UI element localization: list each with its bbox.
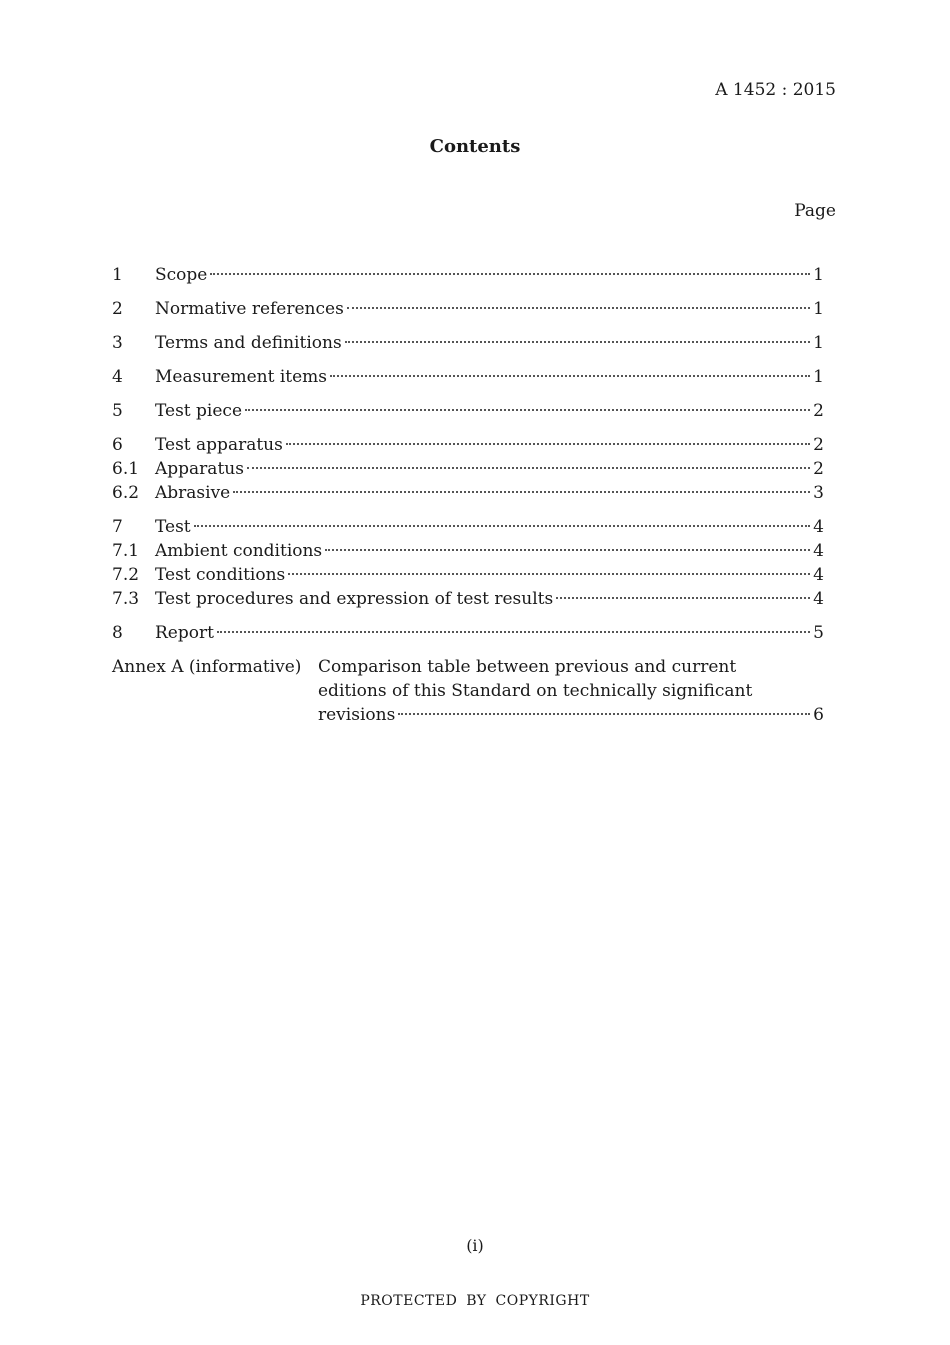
toc-entry-title: Report bbox=[155, 623, 214, 643]
dot-leader bbox=[233, 491, 810, 493]
toc-entry-number: 7.1 bbox=[112, 541, 140, 561]
toc-entry-number: 5 bbox=[112, 401, 123, 421]
toc-entry-page: 5 bbox=[813, 623, 824, 643]
toc-entry-title: Test procedures and expression of test results bbox=[155, 589, 554, 609]
toc-entry[interactable] bbox=[112, 481, 824, 505]
dot-leader bbox=[194, 525, 811, 527]
toc-entry-title: Normative references bbox=[155, 299, 344, 319]
annex-label: Annex A (informative) bbox=[112, 657, 302, 677]
page-number: (i) bbox=[466, 1236, 484, 1255]
toc-entry-page: 2 bbox=[813, 401, 824, 421]
table-of-contents bbox=[112, 263, 824, 727]
dot-leader bbox=[245, 409, 810, 411]
toc-entry[interactable] bbox=[112, 331, 824, 355]
toc-entry-number: 7 bbox=[112, 517, 123, 537]
toc-entry-title: Test bbox=[155, 517, 191, 537]
toc-entry-number: 4 bbox=[112, 367, 123, 387]
toc-entry-title: Scope bbox=[155, 265, 208, 285]
toc-entry-number: 6.2 bbox=[112, 483, 140, 503]
toc-entry-title: Abrasive bbox=[155, 483, 231, 503]
toc-entry-number: 8 bbox=[112, 623, 123, 643]
toc-entry-page: 4 bbox=[813, 541, 824, 561]
annex-page-number: 6 bbox=[813, 705, 824, 725]
annex-title-line: editions of this Standard on technically significant bbox=[318, 681, 753, 701]
annex-title-line: Comparison table between previous and current bbox=[318, 657, 737, 677]
toc-entry-title: Ambient conditions bbox=[155, 541, 323, 561]
toc-entry[interactable] bbox=[112, 457, 824, 481]
toc-entry[interactable] bbox=[112, 539, 824, 563]
page-title: Contents bbox=[429, 136, 521, 157]
toc-entry-page: 4 bbox=[813, 589, 824, 609]
toc-entry[interactable] bbox=[112, 515, 824, 539]
annex-title-line: revisions bbox=[318, 705, 396, 725]
toc-entry-page: 1 bbox=[813, 333, 824, 353]
annex-title-last-line bbox=[318, 703, 824, 727]
toc-entry-page: 3 bbox=[813, 483, 824, 503]
toc-entry-page: 1 bbox=[813, 265, 824, 285]
standard-number: A 1452 : 2015 bbox=[715, 80, 836, 100]
toc-entry-title: Test apparatus bbox=[155, 435, 283, 455]
toc-entry[interactable] bbox=[112, 365, 824, 389]
dot-leader bbox=[286, 443, 810, 445]
toc-entry-page: 2 bbox=[813, 435, 824, 455]
toc-entry[interactable] bbox=[112, 621, 824, 645]
toc-entry-title: Test conditions bbox=[155, 565, 286, 585]
dot-leader bbox=[210, 273, 810, 275]
dot-leader bbox=[347, 307, 810, 309]
toc-entry-page: 1 bbox=[813, 299, 824, 319]
dot-leader bbox=[247, 467, 810, 469]
toc-entry[interactable] bbox=[112, 297, 824, 321]
toc-entry[interactable] bbox=[112, 563, 824, 587]
toc-entry[interactable] bbox=[112, 587, 824, 611]
toc-entry-title: Apparatus bbox=[155, 459, 244, 479]
copyright-notice: PROTECTED BY COPYRIGHT bbox=[360, 1293, 590, 1309]
annex-title bbox=[318, 655, 824, 727]
dot-leader bbox=[345, 341, 811, 343]
dot-leader bbox=[217, 631, 810, 633]
page-column-header: Page bbox=[794, 201, 836, 221]
toc-entry-number: 7.3 bbox=[112, 589, 140, 609]
toc-entry[interactable] bbox=[112, 263, 824, 287]
toc-entry-title: Terms and definitions bbox=[155, 333, 342, 353]
toc-entry[interactable] bbox=[112, 433, 824, 457]
toc-entry-title: Test piece bbox=[155, 401, 243, 421]
toc-entry-number: 1 bbox=[112, 265, 123, 285]
dot-leader bbox=[398, 713, 810, 715]
toc-entry-title: Measurement items bbox=[155, 367, 328, 387]
toc-entry-number: 2 bbox=[112, 299, 123, 319]
toc-entry-number: 3 bbox=[112, 333, 123, 353]
dot-leader bbox=[325, 549, 810, 551]
toc-entry-page: 4 bbox=[813, 517, 824, 537]
toc-entry-page: 4 bbox=[813, 565, 824, 585]
dot-leader bbox=[330, 375, 810, 377]
toc-entries bbox=[112, 263, 824, 645]
dot-leader bbox=[556, 597, 810, 599]
toc-entry-number: 6 bbox=[112, 435, 123, 455]
toc-entry-annex-a[interactable] bbox=[112, 655, 824, 727]
toc-entry-number: 7.2 bbox=[112, 565, 140, 585]
toc-entry-page: 2 bbox=[813, 459, 824, 479]
dot-leader bbox=[288, 573, 810, 575]
toc-entry-page: 1 bbox=[813, 367, 824, 387]
toc-entry-number: 6.1 bbox=[112, 459, 140, 479]
toc-entry[interactable] bbox=[112, 399, 824, 423]
